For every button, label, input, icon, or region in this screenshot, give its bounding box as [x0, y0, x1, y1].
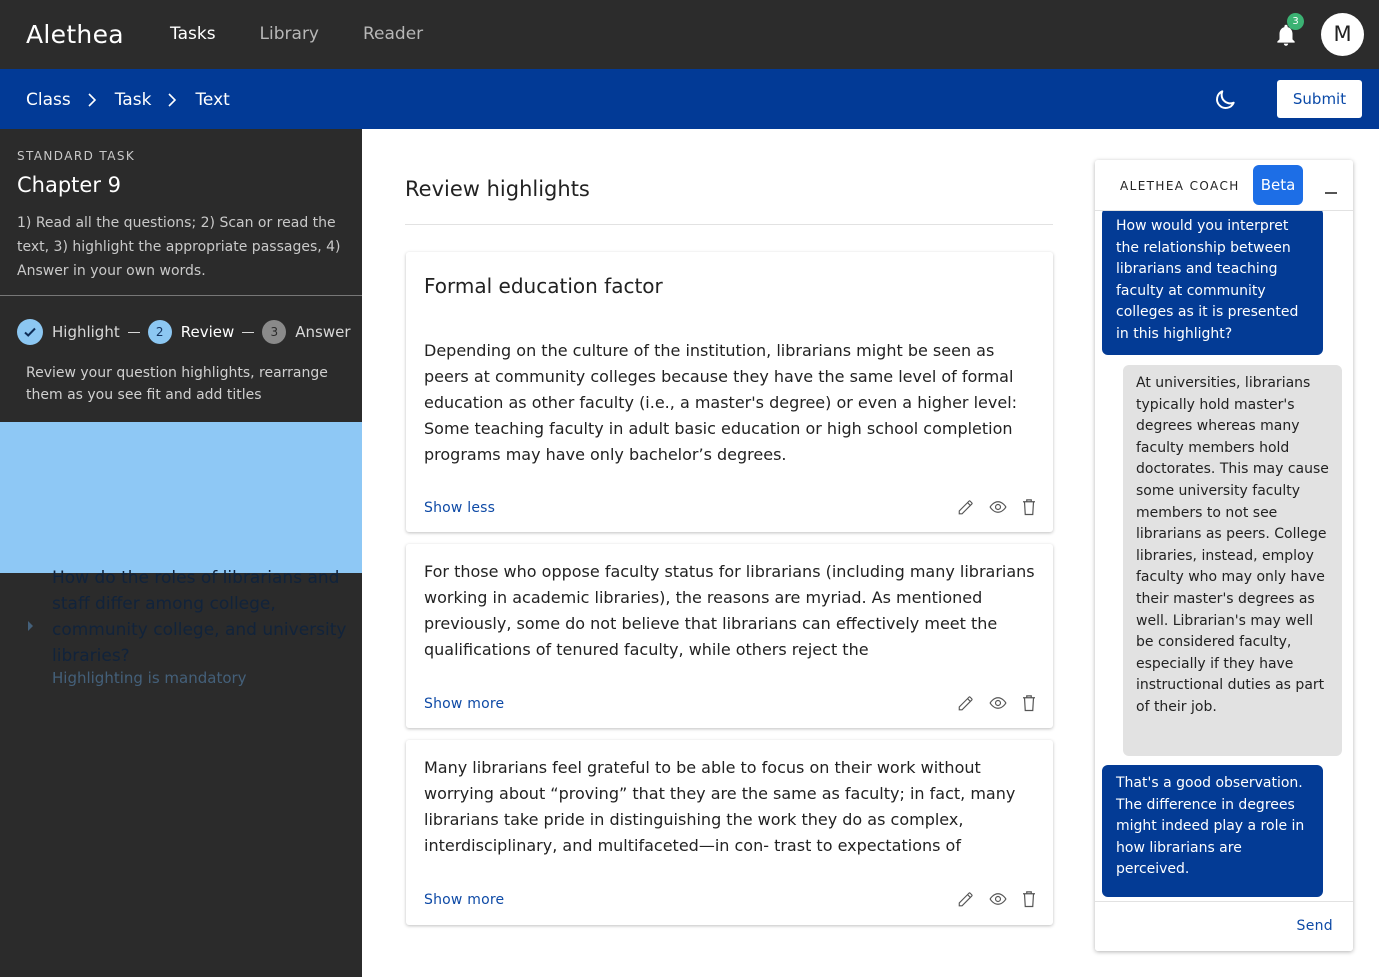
task-type-label: STANDARD TASK	[17, 149, 136, 163]
minimize-icon[interactable]	[1325, 192, 1337, 194]
show-more-link[interactable]: Show more	[424, 892, 505, 908]
app-brand[interactable]: Alethea	[26, 20, 124, 49]
page-title: Review highlights	[405, 177, 590, 201]
highlight-title[interactable]: Formal education factor	[424, 274, 663, 298]
nav-tasks[interactable]: Tasks	[170, 24, 216, 44]
step-description: Review your question highlights, rearrange them as you see fit and add titles	[26, 365, 328, 403]
user-message: At universities, librarians typically hold master's degrees whereas many faculty members hold doctorates. This may cause some university faculty members to not see librarians as peers. College libraries, instead, employ faculty who may only have their master's degrees as well. Librarian's may well be considered faculty, especially if they have instructional duties as part of their job.	[1123, 365, 1342, 756]
step-number-review[interactable]: 2	[148, 320, 172, 344]
beta-badge: Beta	[1253, 165, 1303, 205]
eye-icon[interactable]	[987, 498, 1009, 516]
step-answer[interactable]: Answer	[295, 323, 351, 341]
coach-message: How would you interpret the relationship between librarians and teaching faculty at community colleges as it is presented in this highlight?	[1102, 208, 1323, 355]
chevron-right-icon	[167, 93, 177, 107]
highlight-card	[406, 740, 1053, 925]
question-requirement: Highlighting is mandatory	[52, 669, 247, 687]
breadcrumb-task[interactable]: Task	[114, 90, 152, 110]
moon-icon[interactable]	[1212, 87, 1238, 113]
chat-input-area[interactable]	[1095, 901, 1353, 951]
nav-library[interactable]: Library	[259, 24, 319, 44]
highlight-actions	[957, 890, 1037, 908]
divider	[405, 224, 1053, 225]
highlight-card	[406, 544, 1053, 728]
caret-right-icon	[27, 621, 34, 631]
top-app-bar	[0, 0, 1379, 69]
pencil-icon[interactable]	[957, 694, 975, 712]
trash-icon[interactable]	[1021, 498, 1037, 516]
user-avatar[interactable]: M	[1321, 13, 1364, 56]
pencil-icon[interactable]	[957, 498, 975, 516]
notification-badge: 3	[1287, 13, 1304, 30]
main-nav	[170, 24, 467, 44]
task-title: Chapter 9	[17, 173, 121, 197]
pencil-icon[interactable]	[957, 890, 975, 908]
highlight-text: Depending on the culture of the institution, librarians might be seen as peers at community colleges because they have the same level of formal education as other faculty (i.e., a master's degree) or even a higher level: Some teaching faculty in adult basic education or high school completion programs may have only bachelor’s degrees.	[424, 341, 1018, 464]
show-more-link[interactable]: Show more	[424, 696, 505, 712]
step-highlight[interactable]: Highlight	[52, 323, 120, 341]
highlight-text: For those who oppose faculty status for librarians (including many librarians working in academic libraries), the reasons are myriad. As mentioned previously, some do not believe that librarians can effectively meet the qualifications of tenured faculty, while others reject the	[424, 562, 1035, 659]
highlight-actions	[957, 694, 1037, 712]
show-less-link[interactable]: Show less	[424, 500, 496, 516]
nav-reader[interactable]: Reader	[363, 24, 424, 44]
breadcrumb-bar	[0, 69, 1379, 129]
eye-icon[interactable]	[987, 694, 1009, 712]
trash-icon[interactable]	[1021, 890, 1037, 908]
task-instructions: 1) Read all the questions; 2) Scan or read the text, 3) highlight the appropriate passages, 4) Answer in your own words.	[17, 215, 341, 279]
step-number-answer[interactable]: 3	[262, 320, 286, 344]
breadcrumb-text[interactable]: Text	[195, 90, 230, 110]
coach-message: That's a good observation. The difference in degrees might indeed play a role in how librarians are perceived.	[1102, 765, 1323, 897]
eye-icon[interactable]	[987, 890, 1009, 908]
divider	[0, 295, 362, 296]
question-item-selected[interactable]	[0, 422, 362, 687]
coach-title: ALETHEA COACH	[1120, 179, 1240, 193]
question-item[interactable]	[0, 297, 362, 421]
trash-icon[interactable]	[1021, 694, 1037, 712]
coach-header	[1095, 160, 1353, 211]
highlight-actions	[957, 498, 1037, 516]
send-button[interactable]: Send	[1296, 918, 1333, 934]
coach-panel	[1095, 160, 1353, 951]
highlight-card	[406, 252, 1053, 532]
breadcrumb-class[interactable]: Class	[26, 90, 71, 110]
step-review[interactable]: Review	[180, 323, 235, 341]
submit-button[interactable]: Submit	[1277, 80, 1362, 118]
chevron-right-icon	[87, 93, 97, 107]
breadcrumb	[26, 90, 230, 110]
highlight-text: Many librarians feel grateful to be able to focus on their work without worrying about “proving” that they are the same as faculty; in fact, many librarians take pride in distinguishing the work they do as complex, interdisciplinary, and multifaceted—in con- trast to expectations of	[424, 758, 1016, 855]
question-text: How do the roles of librarians and staff differ among college, community college, and university libraries?	[52, 568, 347, 666]
